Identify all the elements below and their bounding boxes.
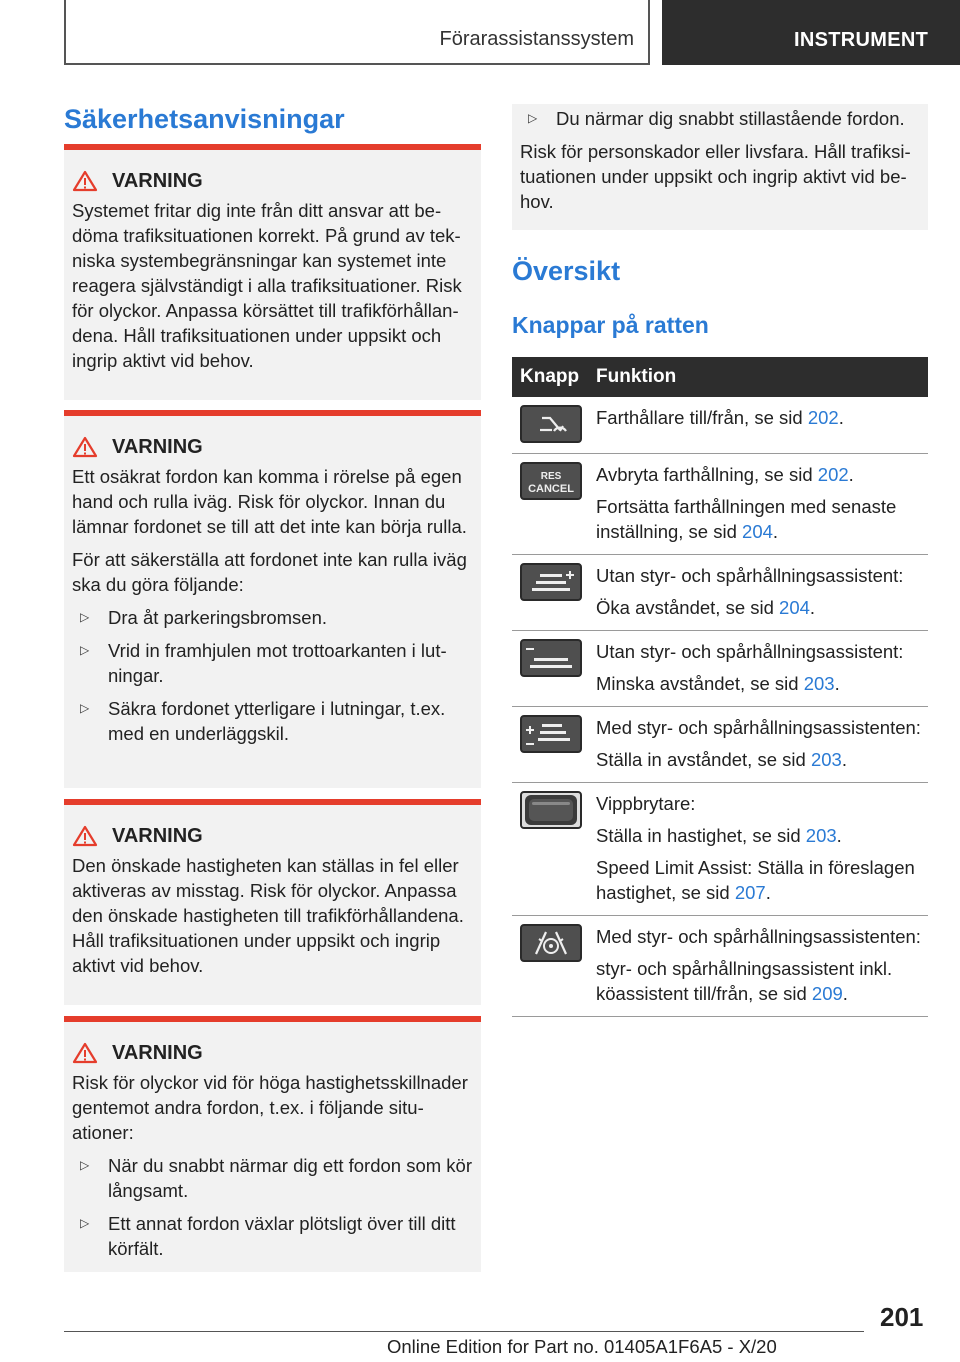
page-link[interactable]: 207 [734,882,766,903]
page-link[interactable]: 204 [742,521,773,542]
table-row [512,631,928,707]
page-number: 201 [880,1302,924,1332]
header-section-tab [64,0,650,65]
warning-label: VARNING [112,1041,203,1064]
function-text: styr- och spårhållningsassistent inkl. köassistent till/från, se sid 209. [596,958,893,1004]
bullet-triangle-icon: ▷ [528,111,538,125]
function-text: Avbryta farthållning, se sid 202. [596,464,854,485]
bullet-triangle-icon: ▷ [80,643,90,657]
warning-title [72,168,473,194]
function-text: Med styr- och spårhållningsassistenten: [596,717,921,738]
table-header [512,357,928,397]
warning-label: VARNING [112,169,203,192]
warning-triangle-icon [72,1041,112,1065]
warning-title [72,823,473,849]
chapter-title: INSTRUMENT [794,29,929,51]
warning-box-4 [64,1016,481,1272]
function-cell [596,791,928,905]
function-text: Ställa in hastighet, se sid 203. [596,825,842,846]
cruise-control-button-icon [512,405,596,443]
table-row [512,916,928,1017]
function-cell [596,563,928,620]
warning-box-3 [64,799,481,1005]
warning-text: Risk för olyckor vid för höga hastighetsskillnader gentemot andra fordon, t.ex. i följande situationer: [72,1072,468,1143]
function-text: Utan styr- och spårhållningsassistent: [596,565,904,586]
warning-text: Den önskade hastigheten kan ställas in fel eller aktiveras av misstag. Risk för olyckor. Anpassa den önskade hastigheten till trafikförhållandena. Håll trafiksituationen under uppsikt och ingrip aktivt vid behov. [72,855,464,976]
warning-text: Ett osäkrat fordon kan komma i rörelse på egen hand och rulla iväg. Risk för olyckor. Innan du lämnar fordonet se till att det inte kan börja rulla. [72,466,467,537]
page-link[interactable]: 203 [805,825,837,846]
table-row [512,783,928,916]
function-text: Speed Limit Assist: Ställa in föreslagen hastighet, se sid 207. [596,857,915,903]
warning-box-2 [64,410,481,788]
footer-divider [64,1331,864,1332]
list-item: ▷ Dra åt parkeringsbromsen. [72,605,473,630]
function-text: Öka avståndet, se sid 204. [596,597,816,618]
list-item: ▷ Du närmar dig snabbt stillastående fordon. [520,106,920,131]
function-text: Minska avståndet, se sid 203. [596,673,840,694]
table-row [512,454,928,555]
function-text: Ställa in avståndet, se sid 203. [596,749,847,770]
list-item: ▷ När du snabbt närmar dig ett fordon som kör långsamt. [72,1153,473,1203]
distance-adjust-button-icon [512,715,596,772]
table-row [512,555,928,631]
page-link[interactable]: 203 [810,749,842,770]
list-item: ▷ Säkra fordonet ytterligare i lutningar, t.ex. med en underläggskil. [72,696,473,746]
warning-label: VARNING [112,435,203,458]
warning-label: VARNING [112,824,203,847]
warning-title [72,1040,473,1066]
buttons-subheading: Knappar på ratten [512,312,709,338]
page-link[interactable]: 202 [817,464,849,485]
header-chapter-tab [662,0,960,65]
table-row [512,397,928,454]
section-title: Förarassistanssystem [439,28,634,50]
bullet-triangle-icon: ▷ [80,1216,90,1230]
function-cell [596,639,928,696]
column-header-function: Funktion [596,366,677,387]
column-header-button: Knapp [520,366,580,387]
bullet-triangle-icon: ▷ [80,701,90,715]
function-text: Fortsätta farthållningen med senaste inställning, se sid 204. [596,496,897,542]
svg-text:RES: RES [540,471,562,482]
distance-increase-button-icon [512,563,596,620]
warning-triangle-icon [72,435,112,459]
page-link[interactable]: 203 [803,673,835,694]
bullet-triangle-icon: ▷ [80,610,90,624]
buttons-table [512,357,928,1017]
steering-assist-button-icon [512,924,596,1006]
function-text: Farthållare till/från, se sid 202. [596,407,844,428]
list-item: ▷ Ett annat fordon växlar plötsligt över till ditt körfält. [72,1211,473,1261]
page-link[interactable]: 209 [811,983,843,1004]
footer-edition: Online Edition for Part no. 01405A1F6A5 - X/20 [387,1336,777,1357]
rocker-switch-icon [512,791,596,905]
warning-title [72,434,473,460]
safety-heading: Säkerhetsanvisningar [64,104,345,134]
res-cancel-button-icon [512,462,596,544]
function-cell [596,715,928,772]
function-text: Vippbrytare: [596,793,696,814]
distance-decrease-button-icon [512,639,596,696]
page-link[interactable]: 204 [779,597,810,618]
warning-box-1 [64,144,481,400]
warning-text: Risk för personskador eller livsfara. Håll trafiksituationen under uppsikt och ingrip aktivt vid behov. [520,141,911,212]
warning-triangle-icon [72,169,112,193]
table-row [512,707,928,783]
overview-heading: Översikt [512,256,621,286]
warning-text: Systemet fritar dig inte från ditt ansvar att bedöma trafiksituationen korrekt. På grund av tekniska systembegränsningar kan systemet inte reagera självständigt i alla trafiksituationer. Risk för olyckor. Anpassa körsättet till trafikförhållandena. Håll trafiksituationen under uppsikt och ingrip aktivt vid behov. [72,200,462,371]
function-text: Utan styr- och spårhållningsassistent: [596,641,904,662]
function-cell [596,924,928,1006]
function-cell [596,405,928,443]
function-cell [596,462,928,544]
bullet-triangle-icon: ▷ [80,1158,90,1172]
warning-text: För att säkerställa att fordonet inte kan rulla iväg ska du göra följande: [72,549,467,595]
list-item: ▷ Vrid in framhjulen mot trottoarkanten i lutningar. [72,638,473,688]
warning-triangle-icon [72,824,112,848]
function-text: Med styr- och spårhållningsassistenten: [596,926,921,947]
page-link[interactable]: 202 [807,407,839,428]
svg-text:CANCEL: CANCEL [528,483,574,495]
warning-continuation [512,104,928,230]
